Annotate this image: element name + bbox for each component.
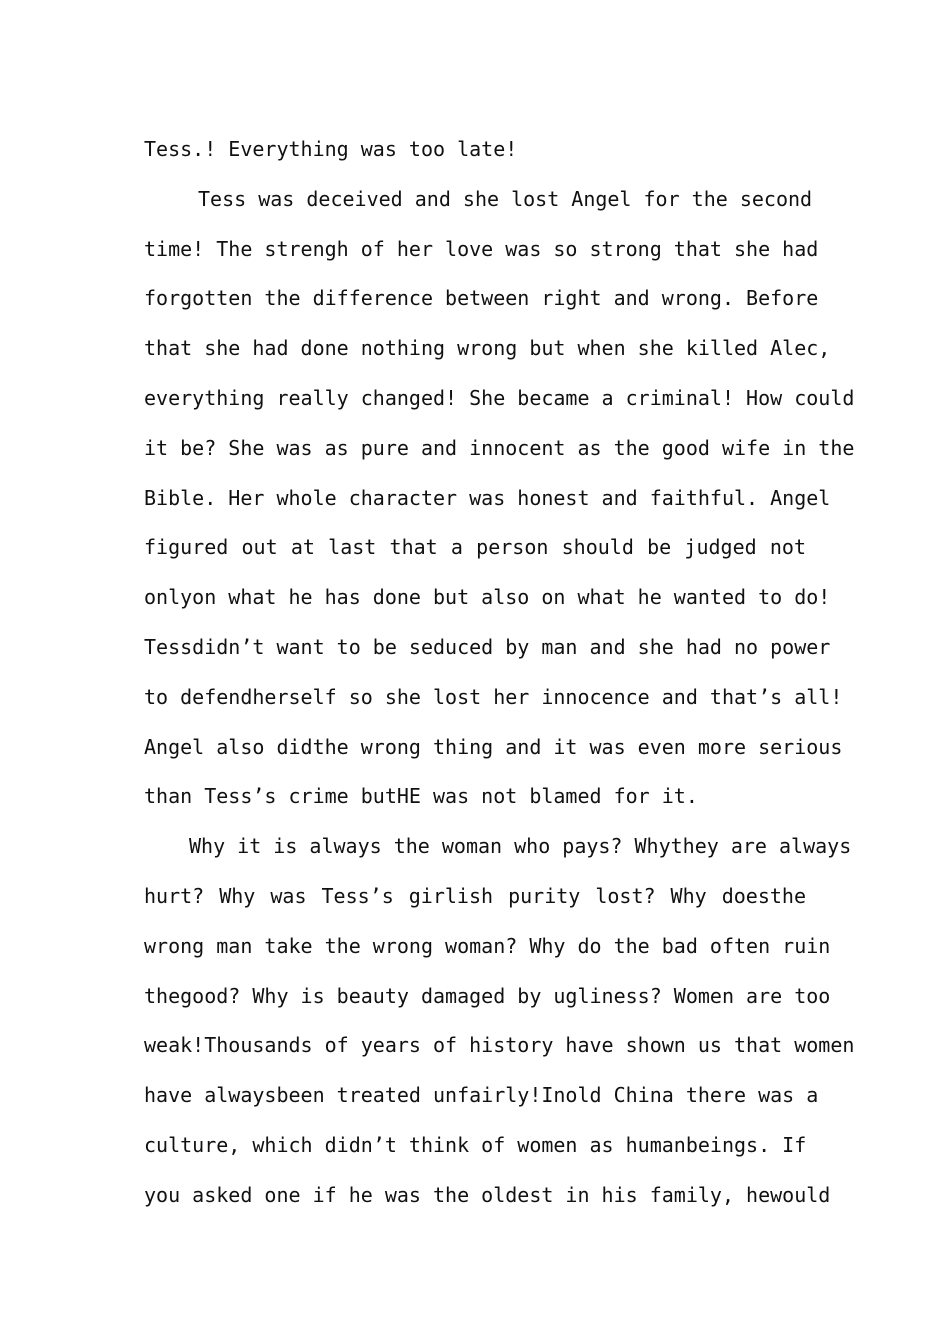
text-line: Angel also didthe wrong thing and it was even more serious	[144, 734, 843, 759]
paragraph-first-line: Why it is always the woman who pays? Whythey are always	[189, 834, 852, 859]
text-line: time! The strengh of her love was so strong that she had	[144, 236, 819, 261]
text-line: that she had done nothing wrong but when she killed Alec,	[144, 336, 831, 361]
text-line: Bible. Her whole character was honest and faithful. Angel	[144, 485, 831, 510]
text-line: have alwaysbeen treated unfairly!Inold China there was a	[144, 1083, 819, 1108]
paragraph-first-line: Tess was deceived and she lost Angel for the second	[198, 186, 813, 211]
text-line: wrong man take the wrong woman? Why do the bad often ruin	[144, 933, 831, 958]
text-line: forgotten the difference between right and wrong. Before	[144, 286, 819, 311]
text-line: than Tess’s crime butHE was not blamed for it.	[144, 784, 698, 809]
text-line: onlyon what he has done but also on what he wanted to do!	[144, 585, 831, 610]
text-line: everything really changed! She became a criminal! How could	[144, 385, 855, 410]
text-line: hurt? Why was Tess’s girlish purity lost? Why doesthe	[144, 883, 806, 908]
text-line: you asked one if he was the oldest in his family, hewould	[144, 1182, 831, 1207]
text-line: figured out at last that a person should be judged not	[144, 535, 806, 560]
text-line: culture, which didn’t think of women as humanbeings. If	[144, 1132, 807, 1157]
text-line: thegood? Why is beauty damaged by ugliness? Women are too	[144, 983, 831, 1008]
text-line: to defendherself so she lost her innocence and that’s all!	[144, 684, 843, 709]
text-line: Tess.! Everything was too late!	[144, 137, 518, 161]
document-page	[144, 125, 855, 1221]
text-line: Tessdidn’t want to be seduced by man and she had no power	[144, 634, 831, 659]
text-line: weak!Thousands of years of history have shown us that women	[144, 1033, 855, 1058]
text-line: it be? She was as pure and innocent as the good wife in the	[144, 435, 855, 460]
